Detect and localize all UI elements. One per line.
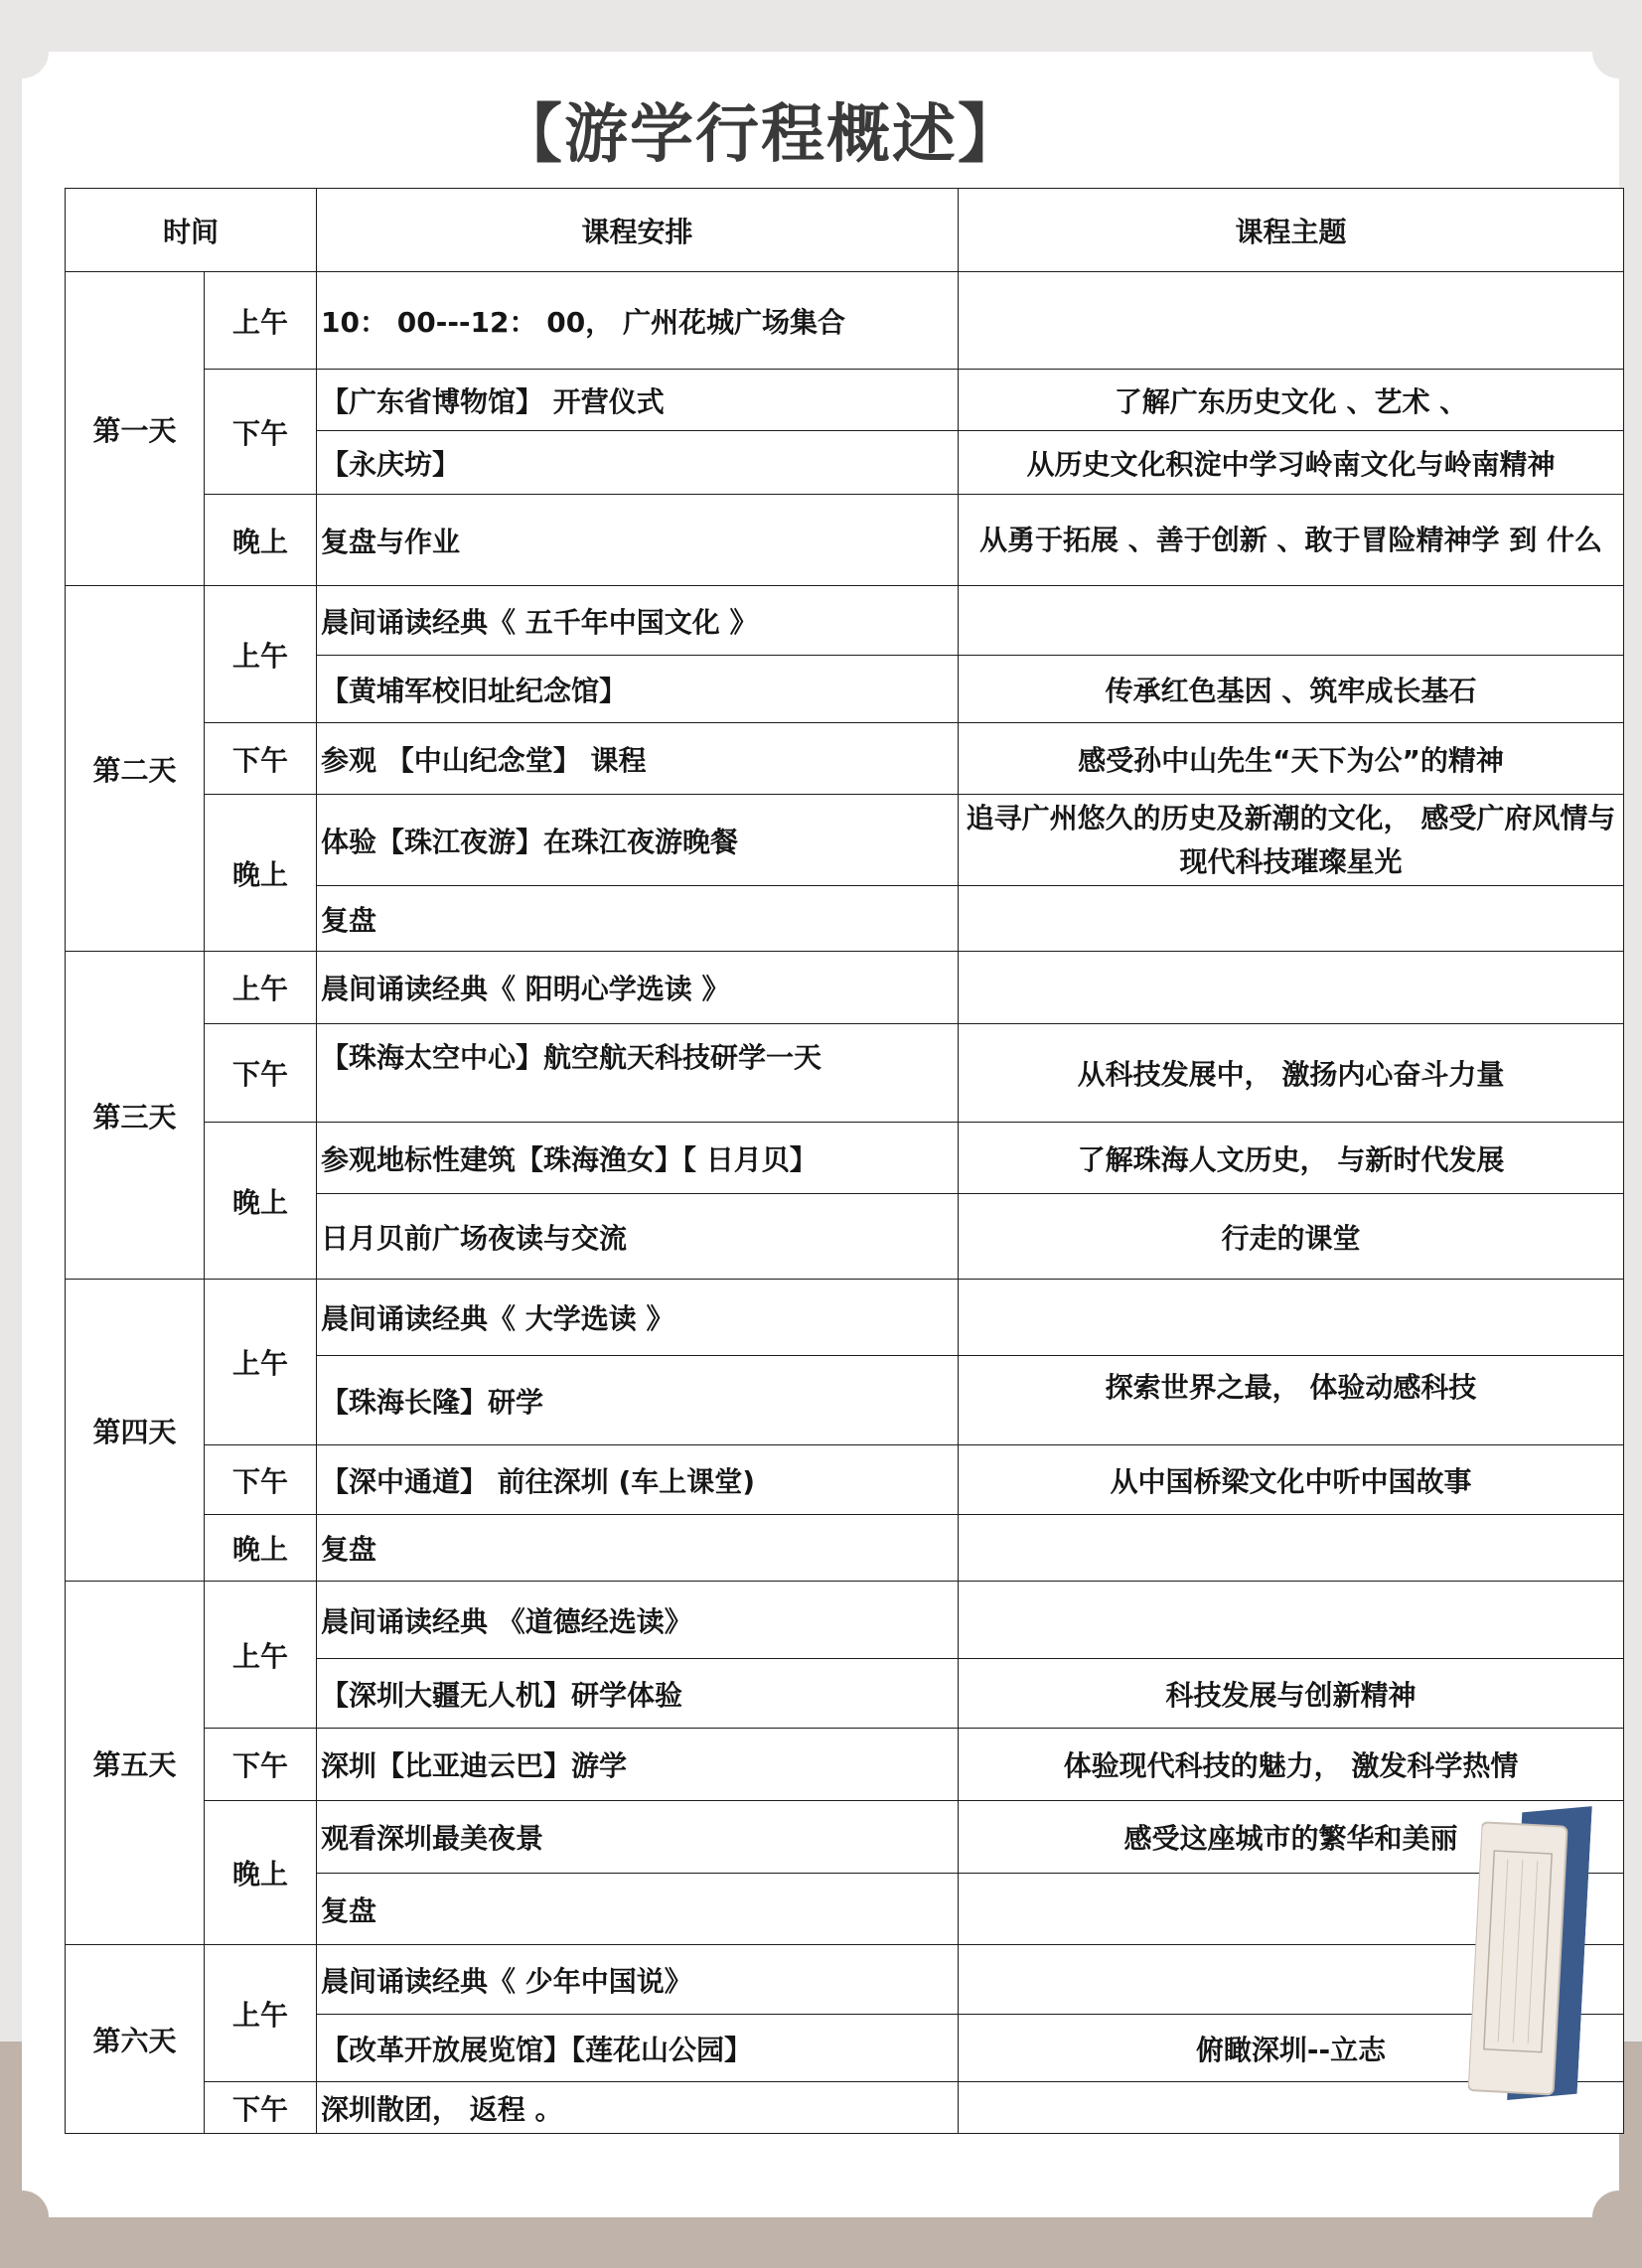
activity-cell: 参观 【中山纪念堂】 课程	[317, 723, 959, 795]
period-label: 上午	[205, 1280, 317, 1445]
period-label: 下午	[205, 1024, 317, 1123]
activity-cell: 复盘	[317, 1515, 959, 1582]
table-row	[66, 2082, 1624, 2134]
theme-cell	[959, 1582, 1624, 1659]
activity-cell: 深圳【比亚迪云巴】游学	[317, 1729, 959, 1801]
period-label: 晚上	[205, 795, 317, 952]
table-row	[66, 1945, 1624, 2015]
activity-cell: 体验【珠江夜游】在珠江夜游晚餐	[317, 795, 959, 886]
activity-cell: 复盘与作业	[317, 495, 959, 586]
table-row	[66, 1801, 1624, 1874]
activity-cell: 深圳散团， 返程 。	[317, 2082, 959, 2134]
table-row	[66, 1280, 1624, 1356]
table-row	[66, 1123, 1624, 1194]
period-label: 上午	[205, 272, 317, 370]
theme-cell: 行走的课堂	[959, 1194, 1624, 1280]
theme-cell	[959, 886, 1624, 952]
period-label: 晚上	[205, 1801, 317, 1945]
day-label: 第二天	[66, 586, 205, 952]
table-header-row	[66, 189, 1624, 272]
header-time: 时间	[66, 189, 317, 272]
period-label: 上午	[205, 586, 317, 723]
table-row	[66, 370, 1624, 431]
period-label: 上午	[205, 1582, 317, 1729]
theme-cell: 了解广东历史文化 、艺术 、	[959, 370, 1624, 431]
theme-cell: 从历史文化积淀中学习岭南文化与岭南精神	[959, 431, 1624, 495]
day-label: 第六天	[66, 1945, 205, 2134]
activity-cell: 晨间诵读经典《 大学选读 》	[317, 1280, 959, 1356]
activity-cell: 复盘	[317, 886, 959, 952]
theme-cell	[959, 1515, 1624, 1582]
page-title: 【游学行程概述】	[499, 98, 1023, 172]
day-label: 第四天	[66, 1280, 205, 1582]
period-label: 下午	[205, 1445, 317, 1515]
activity-cell: 【改革开放展览馆】【莲花山公园】	[317, 2015, 959, 2082]
activity-cell: 10： 00---12： 00， 广州花城广场集合	[317, 272, 959, 370]
activity-cell: 【黄埔军校旧址纪念馆】	[317, 656, 959, 723]
activity-cell: 【珠海太空中心】航空航天科技研学一天	[317, 1024, 959, 1123]
activity-cell: 复盘	[317, 1874, 959, 1945]
theme-cell: 体验现代科技的魅力， 激发科学热情	[959, 1729, 1624, 1801]
table-row	[66, 723, 1624, 795]
table-row	[66, 1445, 1624, 1515]
table-row	[66, 795, 1624, 886]
table-row	[66, 952, 1624, 1024]
activity-cell: 【深圳大疆无人机】研学体验	[317, 1659, 959, 1729]
theme-cell: 追寻广州悠久的历史及新潮的文化， 感受广府风情与现代科技璀璨星光	[959, 795, 1624, 886]
period-label: 下午	[205, 1729, 317, 1801]
theme-cell: 感受这座城市的繁华和美丽	[959, 1801, 1624, 1874]
itinerary-table	[65, 188, 1624, 2134]
activity-cell: 晨间诵读经典 《道德经选读》	[317, 1582, 959, 1659]
table-row	[66, 586, 1624, 656]
theme-cell: 从科技发展中， 激扬内心奋斗力量	[959, 1024, 1624, 1123]
theme-cell: 传承红色基因 、筑牢成长基石	[959, 656, 1624, 723]
table-row	[66, 1582, 1624, 1659]
activity-cell: 【珠海长隆】研学	[317, 1356, 959, 1445]
activity-cell: 日月贝前广场夜读与交流	[317, 1194, 959, 1280]
decorative-book-illustration	[1467, 1800, 1592, 2103]
day-label: 第三天	[66, 952, 205, 1280]
paper-corner	[1592, 2191, 1642, 2244]
theme-cell: 科技发展与创新精神	[959, 1659, 1624, 1729]
activity-cell: 晨间诵读经典《 少年中国说》	[317, 1945, 959, 2015]
activity-cell: 晨间诵读经典《 五千年中国文化 》	[317, 586, 959, 656]
activity-cell: 【永庆坊】	[317, 431, 959, 495]
table-row	[66, 1515, 1624, 1582]
table-row	[66, 272, 1624, 370]
theme-cell: 了解珠海人文历史， 与新时代发展	[959, 1123, 1624, 1194]
activity-cell: 【深中通道】 前往深圳 (车上课堂)	[317, 1445, 959, 1515]
period-label: 上午	[205, 1945, 317, 2082]
day-label: 第五天	[66, 1582, 205, 1945]
paper-corner	[1592, 25, 1642, 78]
period-label: 上午	[205, 952, 317, 1024]
table-row	[66, 495, 1624, 586]
period-label: 晚上	[205, 1123, 317, 1280]
theme-cell	[959, 272, 1624, 370]
table-row	[66, 1024, 1624, 1123]
table-row	[66, 1729, 1624, 1801]
header-arrangement: 课程安排	[317, 189, 959, 272]
period-label: 下午	[205, 370, 317, 495]
period-label: 晚上	[205, 495, 317, 586]
period-label: 下午	[205, 2082, 317, 2134]
theme-cell	[959, 952, 1624, 1024]
activity-cell: 【广东省博物馆】 开营仪式	[317, 370, 959, 431]
theme-cell	[959, 1280, 1624, 1356]
activity-cell: 观看深圳最美夜景	[317, 1801, 959, 1874]
theme-cell	[959, 586, 1624, 656]
theme-cell: 俯瞰深圳--立志	[959, 2015, 1624, 2082]
theme-cell: 从中国桥梁文化中听中国故事	[959, 1445, 1624, 1515]
activity-cell: 参观地标性建筑【珠海渔女】【 日月贝】	[317, 1123, 959, 1194]
theme-cell: 感受孙中山先生“天下为公”的精神	[959, 723, 1624, 795]
paper-corner	[0, 25, 49, 78]
theme-cell: 探索世界之最， 体验动感科技	[959, 1356, 1624, 1445]
period-label: 下午	[205, 723, 317, 795]
header-theme: 课程主题	[959, 189, 1624, 272]
day-label: 第一天	[66, 272, 205, 586]
activity-cell: 晨间诵读经典《 阳明心学选读 》	[317, 952, 959, 1024]
period-label: 晚上	[205, 1515, 317, 1582]
theme-cell: 从勇于拓展 、善于创新 、敢于冒险精神学 到 什么	[959, 495, 1624, 586]
